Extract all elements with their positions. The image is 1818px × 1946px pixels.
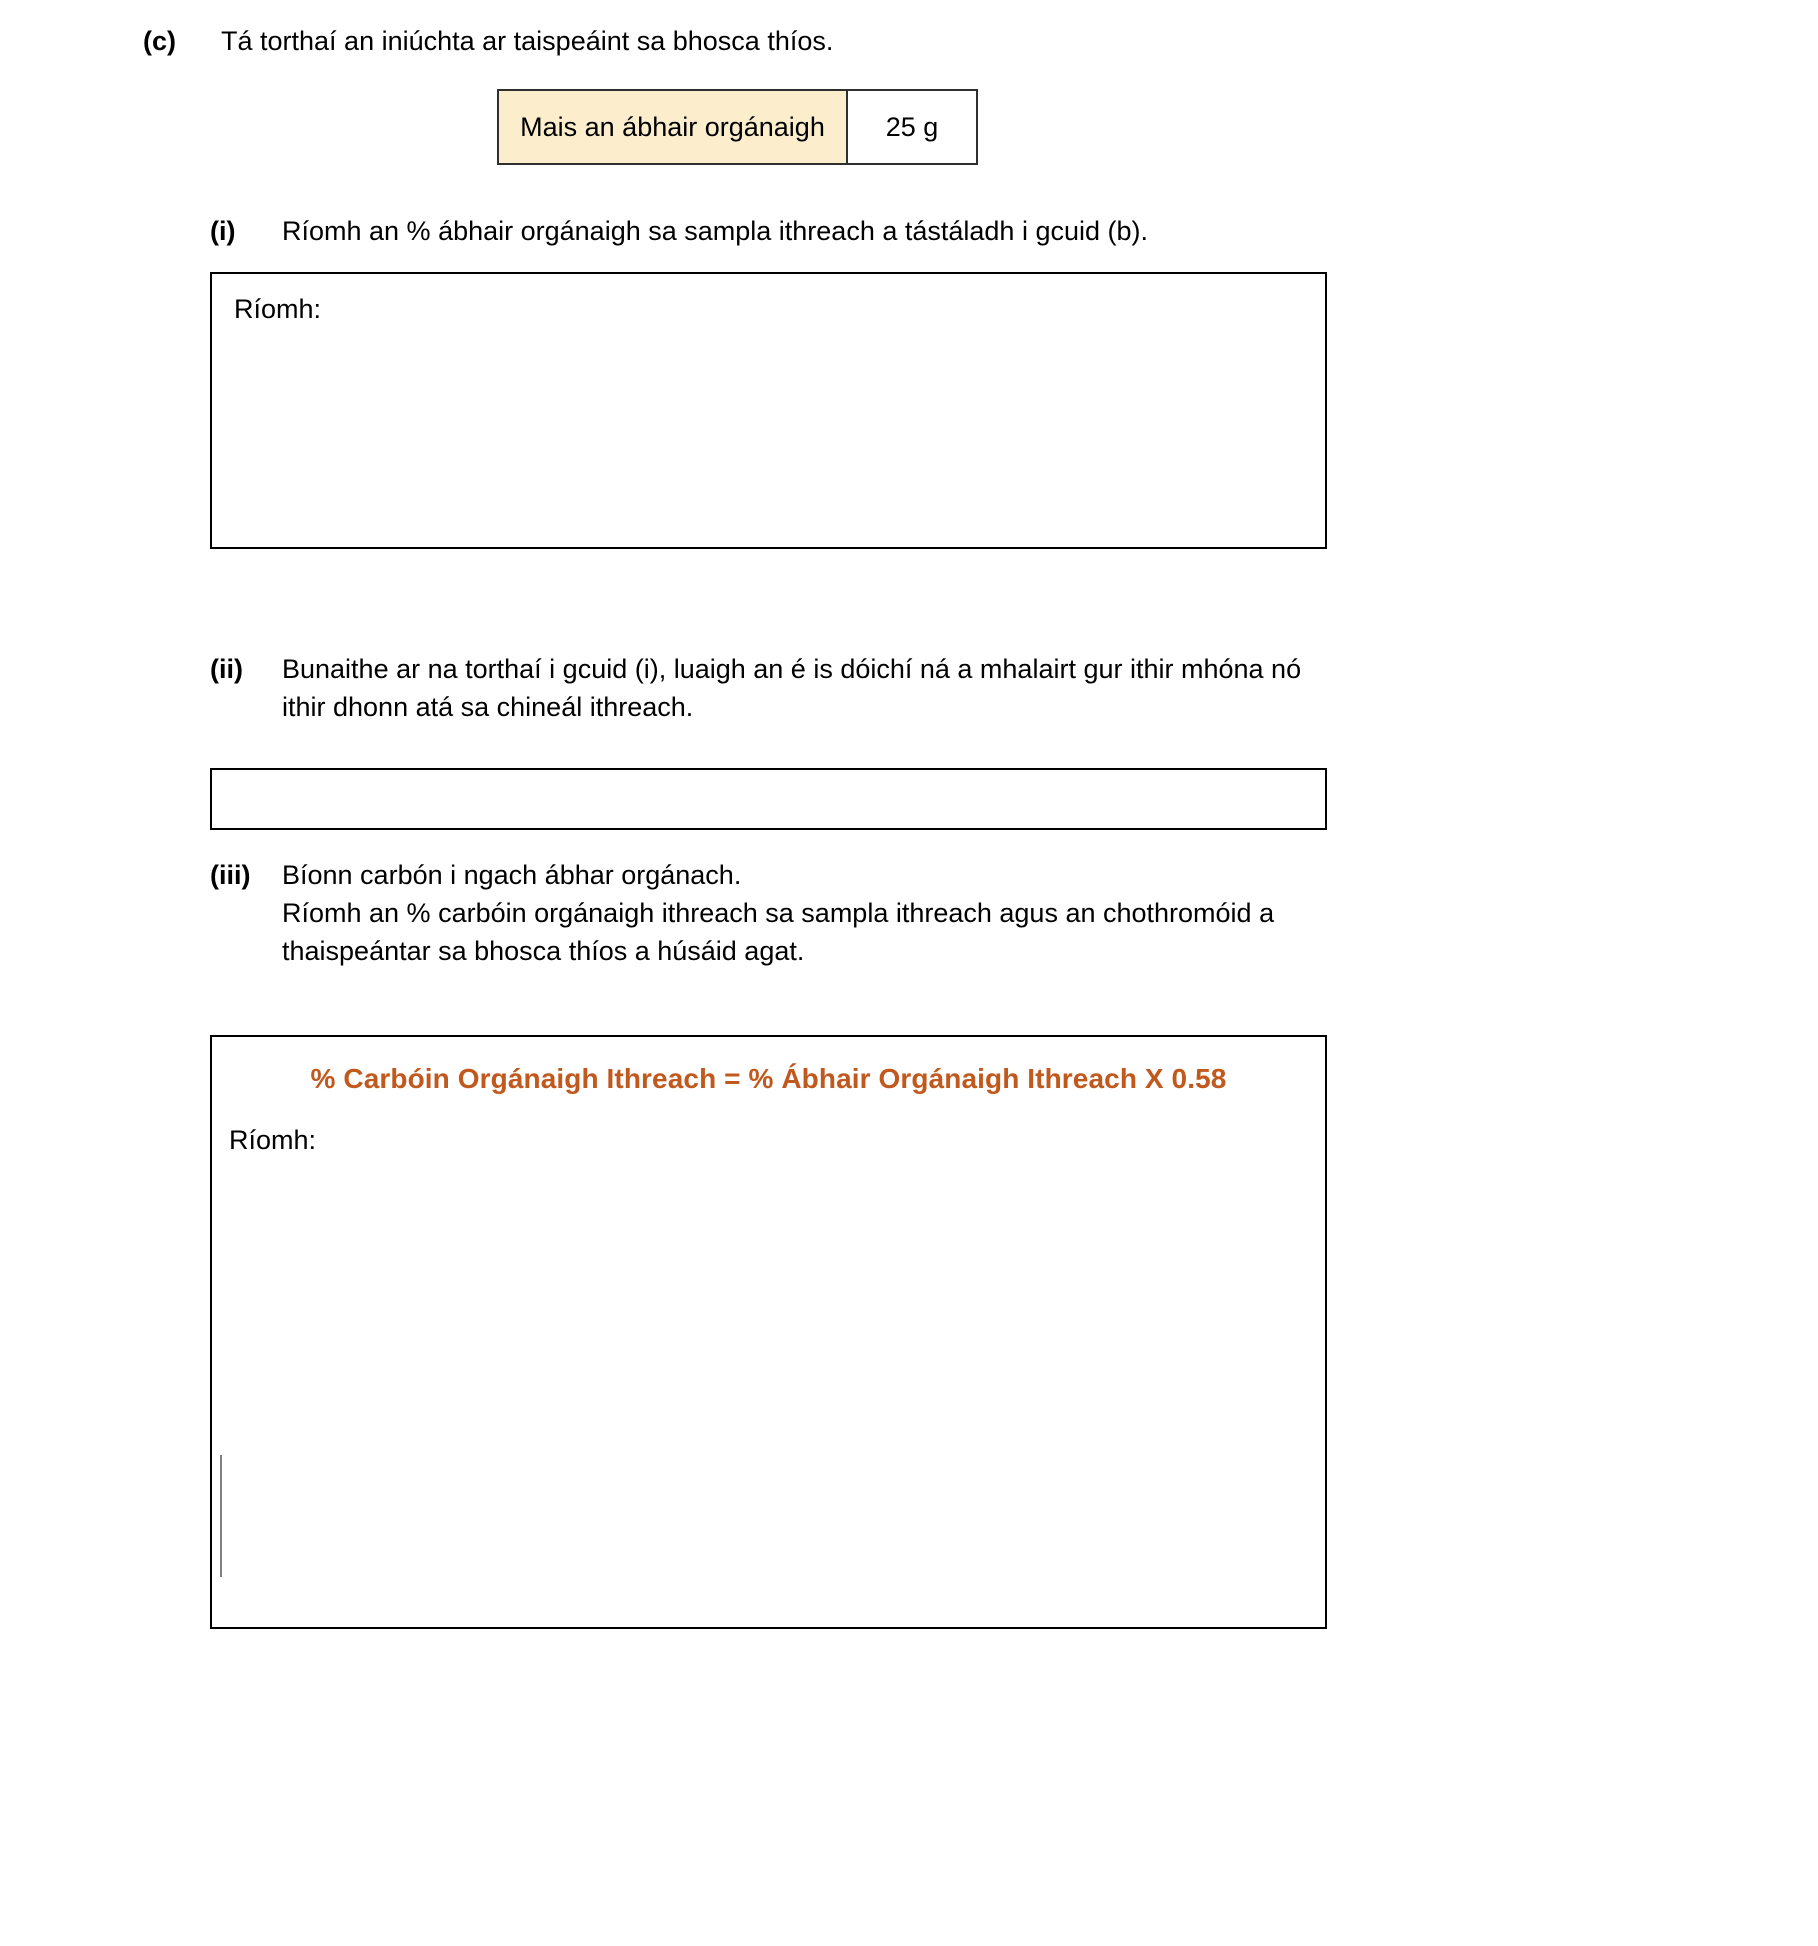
part-iii-text-line2: Ríomh an % carbóin orgánaigh ithreach sa sampla ithreach agus an chothromóid a xyxy=(282,898,1275,928)
part-ii-text-line1: Bunaithe ar na torthaí i gcuid (i), luaigh an é is dóichí ná a mhalairt gur ithir mhóna nó xyxy=(282,654,1302,684)
results-table-value-cell: 25 g xyxy=(847,90,977,164)
part-iii-text xyxy=(282,856,1630,970)
results-table-container xyxy=(497,89,978,165)
part-ii-marker: (ii) xyxy=(210,654,243,684)
part-ii-row xyxy=(210,650,1630,726)
part-c-row xyxy=(143,22,1643,60)
part-iii-row xyxy=(210,856,1630,970)
part-iii-answer-box[interactable] xyxy=(210,1035,1327,1629)
part-i-answer-label: Ríomh: xyxy=(234,294,322,324)
part-c-marker: (c) xyxy=(143,26,176,56)
part-ii-answer-value xyxy=(212,770,1325,786)
part-i-answer-box[interactable] xyxy=(210,272,1327,549)
scan-artifact-mark xyxy=(220,1455,222,1577)
part-iii-answer-label: Ríomh: xyxy=(229,1125,317,1155)
part-i-marker: (i) xyxy=(210,216,236,246)
results-table-label-cell: Mais an ábhair orgánaigh xyxy=(498,90,847,164)
part-ii-text xyxy=(282,650,1630,726)
part-iii-marker: (iii) xyxy=(210,860,251,890)
part-ii-text-line2: ithir dhonn atá sa chineál ithreach. xyxy=(282,692,694,722)
part-ii-answer-box[interactable] xyxy=(210,768,1327,830)
part-iii-text-line1: Bíonn carbón i ngach ábhar orgánach. xyxy=(282,860,742,890)
results-table xyxy=(497,89,978,165)
part-i-text: Ríomh an % ábhair orgánaigh sa sampla ithreach a tástáladh i gcuid (b). xyxy=(282,216,1148,246)
part-c-text: Tá torthaí an iniúchta ar taispeáint sa bhosca thíos. xyxy=(221,26,834,56)
part-i-row xyxy=(210,212,1640,250)
part-iii-text-line3: thaispeántar sa bhosca thíos a húsáid agat. xyxy=(282,936,805,966)
table-row xyxy=(498,90,977,164)
carbon-formula-text: % Carbóin Orgánaigh Ithreach = % Ábhair Orgánaigh Ithreach X 0.58 xyxy=(310,1063,1227,1094)
